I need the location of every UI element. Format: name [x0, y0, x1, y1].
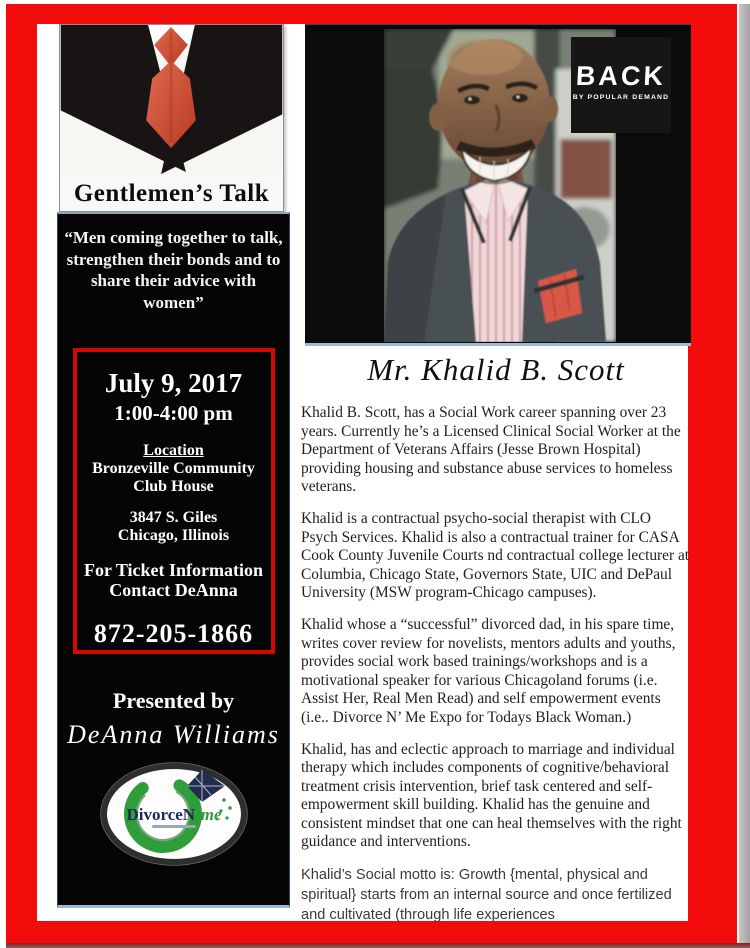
- quote-line: “Men coming together to talk,: [64, 228, 283, 247]
- page-shadow-right: [739, 4, 750, 948]
- page-shadow-bottom: [6, 943, 750, 948]
- event-time: 1:00-4:00 pm: [114, 401, 233, 425]
- back-badge: [571, 37, 671, 133]
- presented-by-label: Presented by: [112, 688, 235, 713]
- divorce-n-me-logo: [58, 762, 289, 871]
- bio-paragraph: Khalid whose a “successful” divorced dad, in his spare time, writes cover review for novelists, mentors adults and youths, provides social work based trainings/workshops and is a motivational speaker for various Chicagoland forums (i.e. Assist Her, Real Men Read) and self empowerment events (i.e.. Divorce N’ Me Expo for Todays Black Woman.): [301, 615, 676, 726]
- location-line: Bronzeville Community: [92, 460, 255, 477]
- back-badge-subtitle: BY POPULAR DEMAND: [572, 94, 670, 101]
- bio-motto-paragraph: Khalid’s Social motto is: Growth {mental, physical and spiritual} starts from an internal source and once fertilized and cultivated (through life experiences: [301, 867, 672, 924]
- quote-line: share their advice with: [90, 271, 257, 290]
- suit-card: [59, 24, 284, 212]
- event-quote: [58, 227, 289, 313]
- address-line: 3847 S. Giles: [129, 509, 218, 526]
- bio-paragraph: Khalid, has and eclectic approach to marriage and individual therapy which includes components of cognitive/behavioral treatment crisis intervention, brief task centered and self-empowerment skill building. Khalid has the genuine and consistent mindset that one can heal themselves with the right guidance and interventions.: [301, 740, 682, 851]
- bio-paragraph: Khalid is a contractual psycho-social therapist with CLO Psych Services. Khalid is also a contractual trainer for CASA Cook County Juvenile Courts nd contractual college lecturer at Columbia, Chicago State, Governors State, UIC and DePaul University (MSW program-Chicago campuses).: [301, 509, 690, 602]
- divorce-n-me-logo-icon: [99, 762, 249, 866]
- logo-text-accent: ’me: [194, 805, 222, 824]
- person-name: Mr. Khalid B. Scott: [367, 352, 625, 387]
- bio-paragraph: Khalid B. Scott, has a Social Work career spanning over 23 years. Currently he’s a Licensed Clinical Social Worker at the Department of Veterans Affairs (Jesse Brown Hospital) providing housing and substance abuse services to homeless veterans.: [301, 404, 681, 496]
- sidebar-panel: [57, 212, 290, 908]
- event-date: July 9, 2017: [104, 368, 243, 398]
- quote-line: women”: [143, 292, 204, 312]
- quote-line: strengthen their bonds and to: [66, 249, 281, 269]
- address-line: Chicago, Illinois: [117, 527, 230, 544]
- event-details-box: [73, 348, 275, 654]
- svg-text:DivorceN’me: [126, 805, 221, 824]
- back-badge-title: BACK: [575, 61, 667, 91]
- presenter-name: DeAnna Williams: [67, 720, 280, 749]
- logo-text-main: DivorceN: [125, 805, 195, 824]
- bio-text: [301, 404, 691, 925]
- ticket-info-line: Contact DeAnna: [109, 580, 238, 600]
- location-line: Club House: [133, 478, 214, 495]
- location-label: Location: [143, 442, 204, 459]
- suit-and-tie-icon: [60, 25, 283, 174]
- contact-phone: 872-205-1866: [93, 619, 254, 648]
- portrait-photo-frame: [305, 24, 691, 346]
- event-title: Gentlemen’s Talk: [73, 180, 270, 207]
- ticket-info-line: For Ticket Information: [84, 560, 263, 580]
